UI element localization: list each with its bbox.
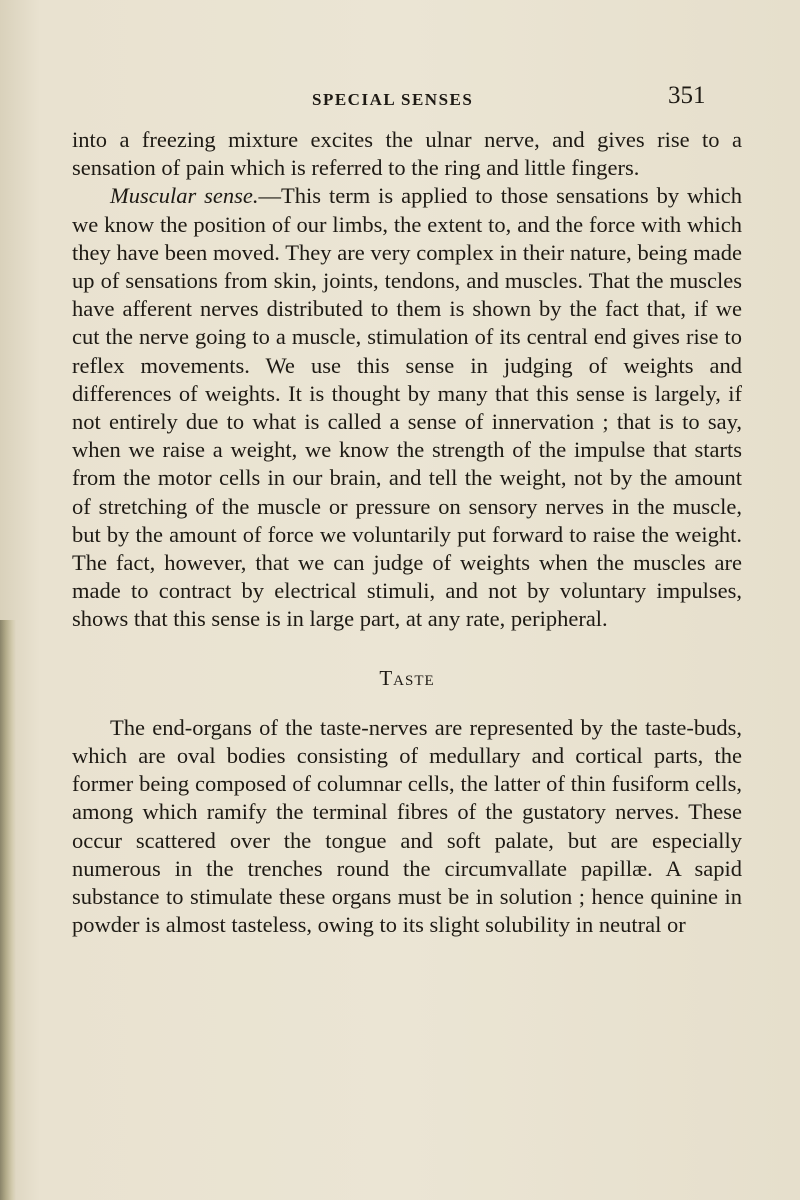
page-body <box>72 126 742 939</box>
muscular-sense-label: Muscular sense. <box>110 183 259 209</box>
section-heading-taste: Taste <box>379 665 435 690</box>
paragraph-continuation: into a freezing mixture excites the ulnar nerve, and gives rise to a sensation of pain which is referred to the ring and little fingers. <box>72 127 742 181</box>
page-number: 351 <box>668 82 706 109</box>
paragraph-muscular-sense <box>72 182 742 633</box>
running-head: SPECIAL SENSES <box>312 90 474 109</box>
muscular-sense-text: —This term is applied to those sensations by which we know the position of our limbs, the extent to, and the force with which they have been moved. They are very complex in their nature, being made up of sensations from skin, joints, tendons, and muscles. That the muscles have afferent nerves distributed to them is shown by the fact that, if we cut the nerve going to a muscle, stimulation of its central end gives rise to reflex movements. We use this sense in judging of weights and differences of weights. It is thought by many that this sense is largely, if not entirely due to what is called a sense of innervation ; that is to say, when we raise a weight, we know the strength of the impulse that starts from the motor cells in our brain, and tell the weight, not by the amount of stretching of the muscle or pressure on sensory nerves in the muscle, but by the amount of force we voluntarily put forward to raise the weight. The fact, however, that we can judge of weights when the muscles are made to contract by electrical stimuli, and not by voluntary impulses, shows that this sense is in large part, at any rate, peripheral. <box>72 183 742 632</box>
paragraph-taste: The end-organs of the taste-nerves are represented by the taste-buds, which are oval bodies consisting of medullary and cortical parts, the former being composed of columnar cells, the latter of thin fusiform cells, among which ramify the terminal fibres of the gustatory nerves. These occur scattered over the tongue and soft palate, but are especially numerous in the trenches round the circumvallate papillæ. A sapid substance to stimulate these organs must be in solution ; hence quinine in powder is almost tasteless, owing to its slight solubility in neutral or <box>72 714 742 938</box>
page-binding-shadow <box>0 620 16 1200</box>
page-header <box>0 82 800 112</box>
